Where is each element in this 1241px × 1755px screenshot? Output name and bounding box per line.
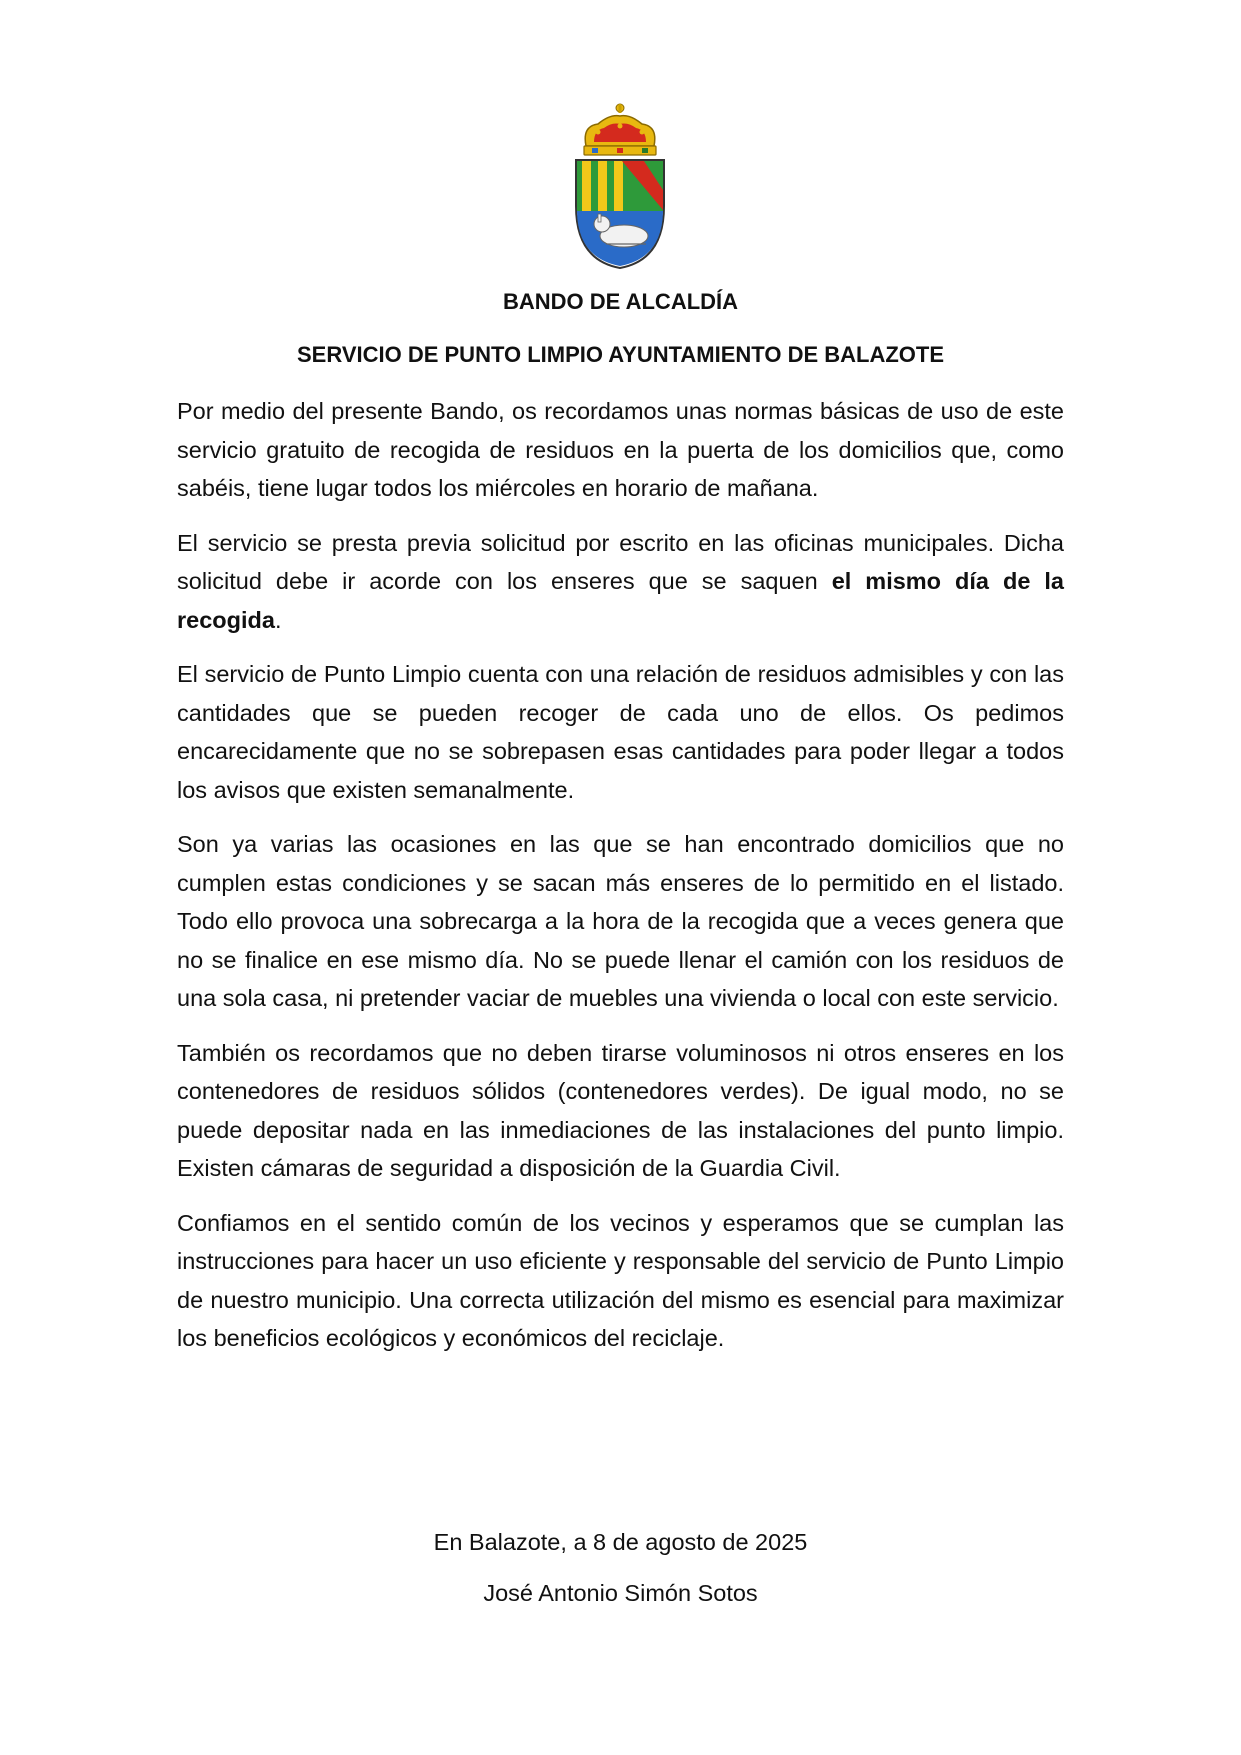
paragraph: Por medio del presente Bando, os recordamos unas normas básicas de uso de este servicio gratuito de recogida de residuos en la puerta de los domicilios que, como sabéis, tiene lugar todos los miércoles en horario de mañana. — [177, 398, 1064, 501]
signatory-name: José Antonio Simón Sotos — [483, 1580, 758, 1606]
shield-icon — [576, 160, 664, 268]
paragraph-text: El servicio se presta previa solicitud por escrito en las oficinas municipales. Dicha solicitud debe ir acorde con los enseres que se saquen — [177, 529, 1064, 594]
paragraph: También os recordamos que no deben tirarse voluminosos ni otros enseres en los contenedores de residuos sólidos (contenedores verdes). De igual modo, no se puede depositar nada en las inmediaciones de las instalaciones del punto limpio. Existen cámaras de seguridad a disposición de la Guardia Civil. — [177, 1039, 1064, 1181]
place-and-date: En Balazote, a 8 de agosto de 2025 — [433, 1529, 808, 1555]
paragraph: Son ya varias las ocasiones en las que se han encontrado domicilios que no cumplen estas condiciones y se sacan más enseres de lo permitido en el listado. Todo ello provoca una sobrecarga a la hora de la recogida que a veces genera que no se finalice en ese mismo día. No se puede llenar el camión con los residuos de una sola casa, ni pretender vaciar de muebles una vivienda o local con este servicio. — [177, 831, 1064, 1011]
document-subtitle: SERVICIO DE PUNTO LIMPIO AYUNTAMIENTO DE BALAZOTE — [296, 342, 945, 367]
paragraph: El servicio de Punto Limpio cuenta con una relación de residuos admisibles y con las cantidades que se pueden recoger de cada uno de ellos. Os pedimos encarecidamente que no se sobrepasen esas cantidades para poder llegar a todos los avisos que existen semanalmente. — [177, 661, 1064, 803]
document-body — [177, 392, 1064, 1374]
paragraph — [177, 524, 1064, 640]
paragraph-bold-text: el mismo día de la recogida — [177, 568, 1065, 633]
paragraph: Confiamos en el sentido común de los vecinos y esperamos que se cumplan las instrucciones para hacer un uso eficiente y responsable del servicio de Punto Limpio de nuestro municipio. Una correcta utilización del mismo es esencial para maximizar los beneficios ecológicos y económicos del reciclaje. — [177, 1209, 1064, 1351]
municipal-coat-of-arms-icon — [572, 102, 668, 270]
crown-icon — [584, 104, 656, 155]
document-title: BANDO DE ALCALDÍA — [502, 289, 739, 314]
paragraph-text: . — [274, 606, 282, 633]
